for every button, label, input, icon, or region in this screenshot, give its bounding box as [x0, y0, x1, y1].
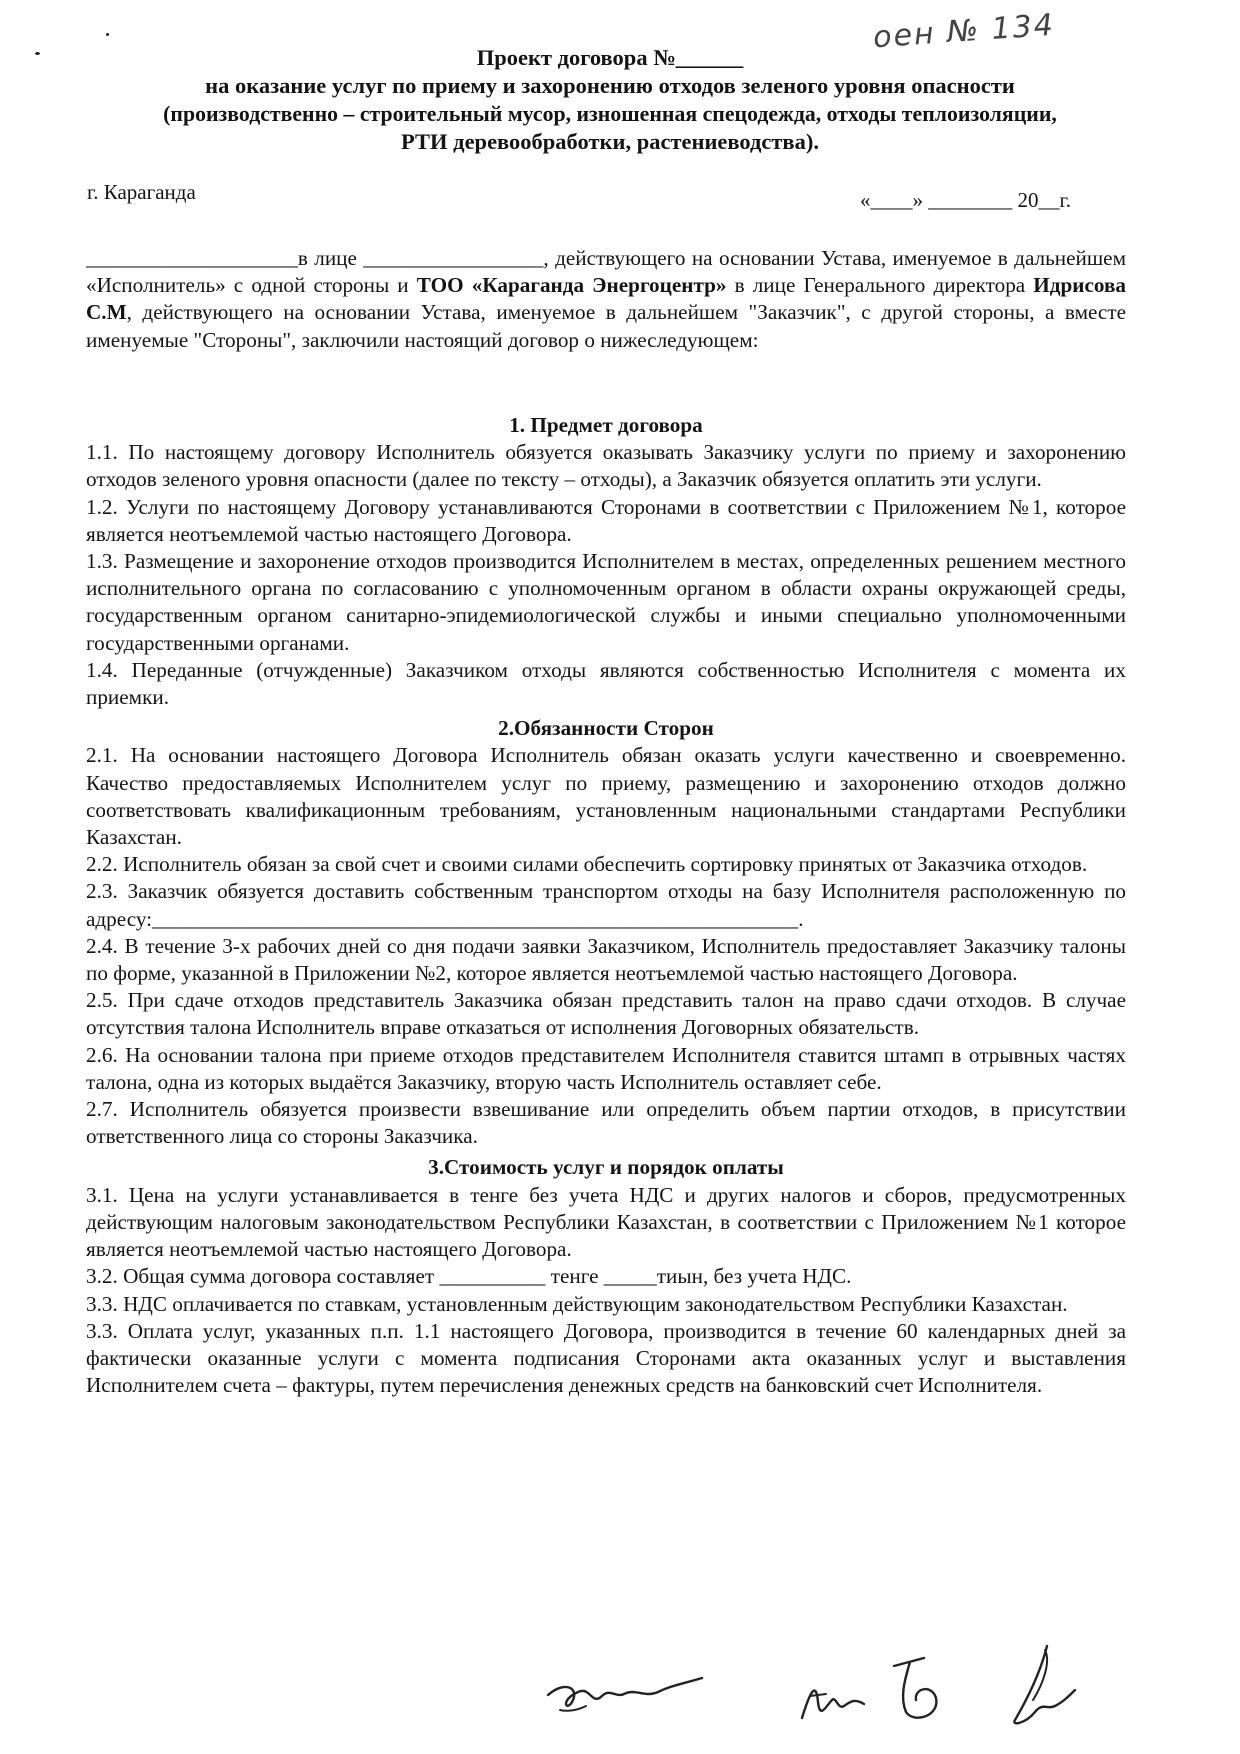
- customer-company: ТОО «Караганда Энергоцентр»: [416, 273, 727, 298]
- intro-text-2: в лице Генерального директора: [726, 273, 1034, 298]
- clause-2-7: 2.7. Исполнитель обязуется произвести взвешивание или определить объем партии отходов, в присутствии ответственного лица со стороны Заказчика.: [86, 1097, 1126, 1149]
- clause-2-3: 2.3. Заказчик обязуется доставить собственным транспортом отходы на базу Исполнителя расположенную по адресу:_____________________________________________________________.: [86, 879, 1126, 931]
- clause-2-6: 2.6. На основании талона при приеме отходов представителем Исполнителя ставится штамп в отрывных частях талона, одна из которых выдаётся Заказчику, вторую часть Исполнитель оставляет себе.: [86, 1042, 1126, 1094]
- signature-1: [520, 1640, 720, 1740]
- clause-1-4: 1.4. Переданные (отчужденные) Заказчиком отходы являются собственностью Исполнителя с момента их приемки.: [86, 657, 1126, 710]
- section-3-heading: 3.Стоимость услуг и порядок оплаты: [428, 1155, 784, 1180]
- signature-3: [880, 1640, 980, 1740]
- document-title: [80, 44, 1140, 156]
- section-1-heading: 1. Предмет договора: [509, 413, 703, 437]
- contract-sections: [86, 412, 1126, 1399]
- signature-2: [780, 1640, 880, 1740]
- scan-speck: [106, 33, 109, 36]
- scan-speck: [35, 52, 40, 55]
- city: г. Караганда: [87, 180, 196, 204]
- clause-2-1: 2.1. На основании настоящего Договора Исполнитель обязан оказать услуги качественно и своевременно. Качество предоставляемых Исполнителем услуг по приему, размещению и захоронению отходов должно соответствовать квалификационным требованиям, установленным национальными стандартами Республики Казахстан.: [86, 743, 1126, 850]
- intro-paragraph: [86, 245, 1126, 354]
- director-name: Идрисова С.М: [86, 273, 1126, 325]
- clause-2-5: 2.5. При сдаче отходов представитель Заказчика обязан представить талон на право сдачи отходов. В случае отсутствия талона Исполнитель вправе отказаться от исполнения Договорных обязательств.: [86, 988, 1126, 1040]
- clause-3-3b: 3.3. Оплата услуг, указанных п.п. 1.1 настоящего Договора, производится в течение 60 календарных дней за фактически оказанные услуги с момента подписания Сторонами акта оказанных услуг и выставления Исполнителем счета – фактуры, путем перечисления денежных средств на банковский счет Исполнителя.: [86, 1318, 1126, 1398]
- section-2-heading: 2.Обязанности Сторон: [498, 716, 714, 741]
- signature-4: [985, 1640, 1085, 1740]
- title-line-3: (производственно – строительный мусор, изношенная спецодежда, отходы теплоизоляции,: [163, 102, 1057, 126]
- title-line-2: на оказание услуг по приему и захоронению отходов зеленого уровня опасности: [205, 73, 1015, 98]
- title-line-1: Проект договора №______: [476, 45, 744, 70]
- clause-1-2: 1.2. Услуги по настоящему Договору устанавливаются Сторонами в соответствии с Приложением №1, которое является неотъемлемой частью настоящего Договора.: [86, 494, 1126, 546]
- clause-1-1: 1.1. По настоящему договору Исполнитель обязуется оказывать Заказчику услуги по приему и захоронению отходов зеленого уровня опасности (далее по тексту – отходы), а Заказчик обязуется оплатить эти услуги.: [86, 440, 1126, 492]
- intro-text-1: ____________________в лице _________________, действующего на основании Устава, именуемое в дальнейшем «Исполнитель» с одной стороны и: [86, 246, 1126, 298]
- clause-1-3: 1.3. Размещение и захоронение отходов производится Исполнителем в местах, определенных решением местного исполнительного органа по согласованию с уполномоченным органом в области охраны окружающей среды, государственным органом санитарно-эпидемиологической службы и иными специально уполномоченными государственными органами.: [86, 549, 1126, 655]
- clause-2-2: 2.2. Исполнитель обязан за свой счет и своими силами обеспечить сортировку принятых от Заказчика отходов.: [86, 852, 1088, 877]
- clause-3-3a: 3.3. НДС оплачивается по ставкам, установленным действующим законодательством Республики Казахстан.: [86, 1291, 1068, 1316]
- clause-3-2: 3.2. Общая сумма договора составляет __________ тенге _____тиын, без учета НДС.: [86, 1264, 852, 1289]
- date-field: «____» ________ 20__г.: [860, 188, 1071, 212]
- clause-3-1: 3.1. Цена на услуги устанавливается в тенге без учета НДС и других налогов и сборов, предусмотренных действующим налоговым законодательством Республики Казахстан, в соответствии с Приложением №1 которое является неотъемлемой частью настоящего Договора.: [86, 1182, 1126, 1262]
- title-line-4: РТИ деревообработки, растениеводства).: [401, 129, 819, 154]
- clause-2-4: 2.4. В течение 3-х рабочих дней со дня подачи заявки Заказчиком, Исполнитель предоставляет Заказчику талоны по форме, указанной в Приложении №2, которое является неотъемлемой частью настоящего Договора.: [86, 933, 1126, 986]
- handwritten-annotation: оен № 134: [872, 7, 1056, 56]
- intro-text-3: , действующего на основании Устава, именуемое в дальнейшем "Заказчик", с другой стороны, а вместе именуемые "Стороны", заключили настоящий договор о нижеследующем:: [86, 300, 1126, 352]
